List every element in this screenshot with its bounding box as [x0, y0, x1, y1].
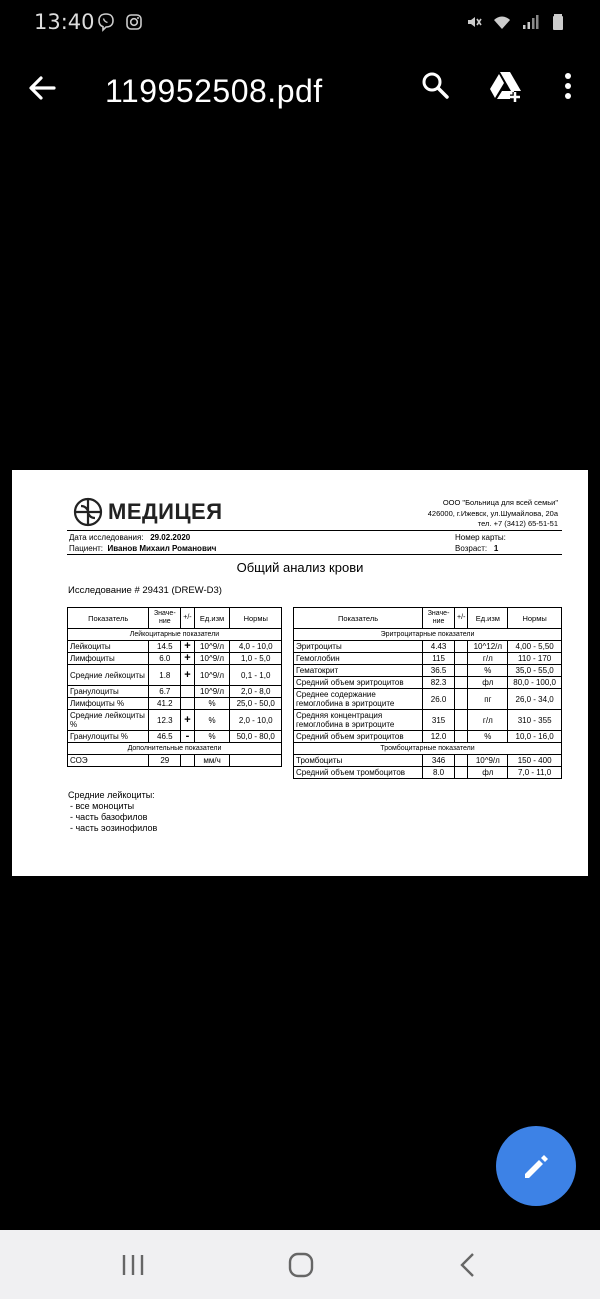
cell-indicator: Средние лейкоциты % [68, 710, 149, 731]
cell-flag: + [181, 710, 194, 731]
cell-norm: 310 - 355 [508, 710, 562, 731]
edit-fab-button[interactable] [496, 1126, 576, 1206]
cell-norm [230, 755, 282, 767]
add-to-drive-icon[interactable] [488, 68, 524, 104]
system-nav-bar [0, 1230, 600, 1299]
cell-flag [455, 710, 468, 731]
cell-value: 8.0 [423, 767, 455, 779]
cell-indicator: Средняя концентрация гемоглобина в эритроците [294, 710, 423, 731]
cell-unit: 10^9/л [194, 653, 230, 665]
document-title: 119952508.pdf [105, 73, 323, 109]
cell-value: 12.3 [149, 710, 181, 731]
cell-value: 36.5 [423, 665, 455, 677]
col-indicator: Показатель [294, 608, 423, 629]
table-row [294, 755, 562, 767]
cell-unit: % [468, 665, 508, 677]
study-date: Дата исследования: 29.02.2020 [69, 533, 191, 542]
col-value: Значе-ние [149, 608, 181, 629]
cell-value: 346 [423, 755, 455, 767]
cell-unit: % [194, 698, 230, 710]
leukocyte-table [67, 607, 282, 767]
note-line: - часть базофилов [70, 812, 148, 822]
cell-flag [455, 641, 468, 653]
logo-icon [72, 496, 104, 528]
cell-value: 6.0 [149, 653, 181, 665]
cell-value: 12.0 [423, 731, 455, 743]
cell-value: 29 [149, 755, 181, 767]
note-line: - часть эозинофилов [70, 823, 158, 833]
section-row [68, 743, 282, 755]
recent-apps-icon[interactable] [118, 1250, 148, 1280]
card-number: Номер карты: [455, 533, 506, 542]
cell-flag [181, 698, 194, 710]
col-flag: +/- [455, 608, 468, 629]
cell-flag: + [181, 641, 194, 653]
back-arrow-icon[interactable] [24, 70, 60, 106]
table-row [68, 755, 282, 767]
note-line: - все моноциты [70, 801, 135, 811]
table-row [294, 653, 562, 665]
cell-unit: г/л [468, 710, 508, 731]
wifi-icon [492, 12, 512, 32]
cell-value: 82.3 [423, 677, 455, 689]
cell-unit: г/л [468, 653, 508, 665]
cell-unit: фл [468, 767, 508, 779]
cell-norm: 25,0 - 50,0 [230, 698, 282, 710]
cell-flag [455, 689, 468, 710]
table-row [294, 710, 562, 731]
cell-norm: 80,0 - 100,0 [508, 677, 562, 689]
cell-flag [455, 665, 468, 677]
cell-flag [455, 767, 468, 779]
table-row [68, 641, 282, 653]
cell-indicator: Средний объем эритроцитов [294, 731, 423, 743]
signal-icon [520, 12, 540, 32]
cell-norm: 2,0 - 10,0 [230, 710, 282, 731]
cell-unit: % [194, 710, 230, 731]
search-icon[interactable] [418, 68, 454, 104]
cell-value: 26.0 [423, 689, 455, 710]
cell-norm: 1,0 - 5,0 [230, 653, 282, 665]
cell-flag [455, 653, 468, 665]
cell-flag: + [181, 665, 194, 686]
table-row [68, 731, 282, 743]
col-unit: Ед.изм [194, 608, 230, 629]
cell-unit: % [194, 731, 230, 743]
cell-unit: 10^9/л [194, 686, 230, 698]
cell-norm: 4,00 - 5,50 [508, 641, 562, 653]
cell-value: 14.5 [149, 641, 181, 653]
cell-flag [455, 755, 468, 767]
cell-flag [455, 731, 468, 743]
cell-unit: пг [468, 689, 508, 710]
cell-norm: 0,1 - 1,0 [230, 665, 282, 686]
viber-icon [96, 12, 116, 32]
patient: Пациент: Иванов Михаил Романович [69, 544, 217, 553]
section-label: Эритроцитарные показатели [294, 629, 562, 641]
cell-indicator: Гранулоциты % [68, 731, 149, 743]
status-bar [0, 0, 600, 46]
app-bar [0, 56, 600, 126]
table-row [294, 731, 562, 743]
cell-value: 41.2 [149, 698, 181, 710]
cell-unit: фл [468, 677, 508, 689]
cell-flag [455, 677, 468, 689]
table-row [294, 641, 562, 653]
cell-unit: 10^12/л [468, 641, 508, 653]
cell-unit: 10^9/л [194, 665, 230, 686]
col-norm: Нормы [508, 608, 562, 629]
col-unit: Ед.изм [468, 608, 508, 629]
cell-indicator: Лимфоциты [68, 653, 149, 665]
table-row [68, 710, 282, 731]
cell-indicator: Средние лейкоциты [68, 665, 149, 686]
cell-norm: 110 - 170 [508, 653, 562, 665]
report-title: Общий анализ крови [236, 560, 364, 575]
cell-indicator: Средний объем тромбоцитов [294, 767, 423, 779]
patient-age: Возраст: 1 [455, 544, 499, 553]
pdf-page[interactable] [12, 470, 588, 876]
divider [67, 530, 562, 531]
table-row [68, 686, 282, 698]
section-label: Дополнительные показатели [68, 743, 282, 755]
cell-unit: мм/ч [194, 755, 230, 767]
divider [67, 554, 562, 555]
logo [72, 496, 223, 528]
cell-norm: 50,0 - 80,0 [230, 731, 282, 743]
battery-icon [548, 12, 568, 32]
more-options-icon[interactable] [552, 68, 584, 104]
table-row [294, 677, 562, 689]
table-row [68, 665, 282, 686]
cell-value: 6.7 [149, 686, 181, 698]
organization-info [428, 498, 558, 530]
cell-norm: 7,0 - 11,0 [508, 767, 562, 779]
section-label: Лейкоцитарные показатели [68, 629, 282, 641]
instagram-icon [124, 12, 144, 32]
section-row [294, 629, 562, 641]
cell-flag [181, 755, 194, 767]
cell-indicator: Среднее содержание гемоглобина в эритроците [294, 689, 423, 710]
cell-norm: 10,0 - 16,0 [508, 731, 562, 743]
cell-indicator: Гематокрит [294, 665, 423, 677]
cell-flag: + [181, 653, 194, 665]
table-row [294, 665, 562, 677]
cell-value: 46.5 [149, 731, 181, 743]
cell-norm: 26,0 - 34,0 [508, 689, 562, 710]
table-row [68, 698, 282, 710]
notes [68, 790, 157, 834]
cell-value: 4.43 [423, 641, 455, 653]
col-value: Значе-ние [423, 608, 455, 629]
cell-indicator: Гемоглобин [294, 653, 423, 665]
cell-indicator: Гранулоциты [68, 686, 149, 698]
col-indicator: Показатель [68, 608, 149, 629]
cell-indicator: Тромбоциты [294, 755, 423, 767]
org-phone: тел. +7 (3412) 65-51-51 [477, 519, 558, 528]
study-number: Исследование # 29431 (DREW-D3) [68, 585, 222, 596]
section-label: Тромбоцитарные показатели [294, 743, 562, 755]
cell-indicator: Средний объем эритроцитов [294, 677, 423, 689]
cell-indicator: СОЭ [68, 755, 149, 767]
mute-icon [464, 12, 484, 32]
cell-flag: - [181, 731, 194, 743]
table-header [294, 608, 562, 629]
cell-unit: % [468, 731, 508, 743]
home-icon[interactable] [286, 1250, 316, 1280]
table-row [68, 653, 282, 665]
cell-indicator: Лимфоциты % [68, 698, 149, 710]
org-address: 426000, г.Ижевск, ул.Шумайлова, 20а [427, 508, 558, 518]
cell-norm: 35,0 - 55,0 [508, 665, 562, 677]
status-time: 13:40 [34, 10, 95, 34]
cell-flag [181, 686, 194, 698]
cell-unit: 10^9/л [468, 755, 508, 767]
cell-unit: 10^9/л [194, 641, 230, 653]
erythrocyte-table [293, 607, 562, 779]
section-row [68, 629, 282, 641]
org-name: ООО "Больница для всей семьи" [442, 498, 558, 507]
cell-value: 315 [423, 710, 455, 731]
cell-norm: 2,0 - 8,0 [230, 686, 282, 698]
cell-norm: 150 - 400 [508, 755, 562, 767]
cell-norm: 4,0 - 10,0 [230, 641, 282, 653]
note-line: Средние лейкоциты: [68, 790, 155, 800]
cell-value: 115 [423, 653, 455, 665]
table-row [294, 689, 562, 710]
cell-indicator: Лейкоциты [68, 641, 149, 653]
col-norm: Нормы [230, 608, 282, 629]
table-row [294, 767, 562, 779]
table-header [68, 608, 282, 629]
edit-pencil-icon [520, 1150, 552, 1182]
cell-value: 1.8 [149, 665, 181, 686]
cell-indicator: Эритроциты [294, 641, 423, 653]
back-nav-icon[interactable] [454, 1250, 484, 1280]
section-row [294, 743, 562, 755]
logo-text: МЕДИЦЕЯ [108, 499, 223, 524]
col-flag: +/- [181, 608, 194, 629]
